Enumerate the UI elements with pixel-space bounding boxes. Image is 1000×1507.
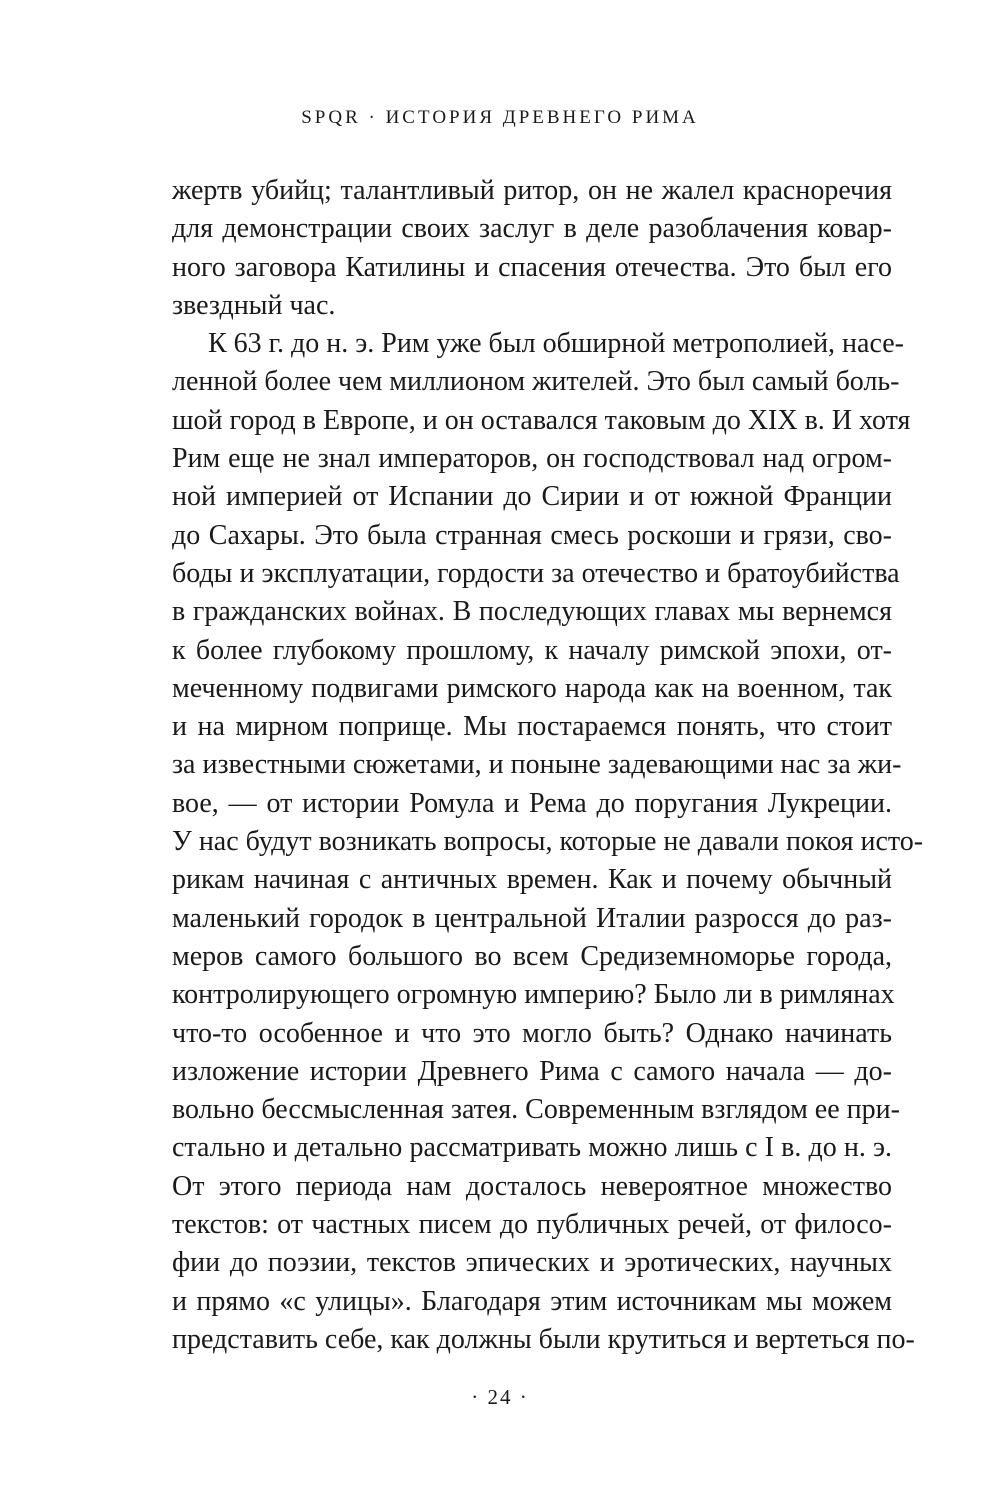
text-line: изложение истории Древнего Рима с самого начала — до- <box>172 1055 892 1087</box>
paragraph-first-line: К 63 г. до н. э. Рим уже был обширной метрополией, насе- <box>208 328 904 360</box>
text-line: ной империей от Испании до Сирии и от южной Франции <box>172 481 892 513</box>
running-head: SPQR · ИСТОРИЯ ДРЕВНЕГО РИМА <box>301 107 699 128</box>
text-line: и на мирном поприще. Мы постараемся понять, что стоит <box>172 711 892 743</box>
text-line: представить себе, как должны были крутиться и вертеться по- <box>172 1323 915 1355</box>
text-line: в гражданских войнах. В последующих главах мы вернемся <box>172 596 892 628</box>
text-line: ного заговора Катилины и спасения отечества. Это был его <box>172 251 892 283</box>
text-line: ленной более чем миллионом жителей. Это был самый боль- <box>172 366 900 398</box>
text-line: рикам начиная с античных времен. Как и почему обычный <box>172 864 892 896</box>
text-line: фии до поэзии, текстов эпических и эротических, научных <box>172 1247 892 1279</box>
text-line: У нас будут возникать вопросы, которые не давали покоя исто- <box>172 826 924 858</box>
text-line: шой город в Европе, и он оставался таковым до XIX в. И хотя <box>172 404 911 436</box>
text-line: маленький городок в центральной Италии разросся до раз- <box>172 902 892 934</box>
text-line: меченному подвигами римского народа как на военном, так <box>172 672 892 704</box>
body-text <box>172 172 924 1359</box>
text-line: меров самого большого во всем Средиземноморье города, <box>172 940 892 972</box>
text-line: жертв убийц; талантливый ритор, он не жалел красноречия <box>172 175 892 206</box>
text-line: за известными сюжетами, и поныне задевающими нас за жи- <box>172 749 902 781</box>
text-line: контролирующего огромную империю? Было ли в римлянах <box>172 979 895 1011</box>
text-line: вое, — от истории Ромула и Рема до поругания Лукреции. <box>172 787 892 819</box>
text-line: для демонстрации своих заслуг в деле разоблачения ковар- <box>172 213 892 245</box>
page-number: · 24 · <box>471 1385 529 1409</box>
text-line: вольно бессмысленная затея. Современным взглядом ее при- <box>172 1094 900 1126</box>
text-line: что-то особенное и что это могло быть? Однако начинать <box>172 1017 892 1049</box>
text-line: Рим еще не знал императоров, он господствовал над огром- <box>172 443 892 475</box>
text-line: стально и детально рассматривать можно лишь с I в. до н. э. <box>172 1132 892 1164</box>
text-line: звездный час. <box>172 289 336 321</box>
text-line: От этого периода нам досталось невероятное множество <box>172 1170 892 1202</box>
text-line: до Сахары. Это была странная смесь роскоши и грязи, сво- <box>172 519 892 551</box>
text-line: текстов: от частных писем до публичных речей, от филосо- <box>172 1209 892 1241</box>
text-line: к более глубокому прошлому, к началу римской эпохи, от- <box>172 634 892 666</box>
text-line: и прямо «с улицы». Благодаря этим источникам мы можем <box>172 1285 892 1317</box>
text-line: боды и эксплуатации, гордости за отечество и братоубийства <box>172 557 900 589</box>
